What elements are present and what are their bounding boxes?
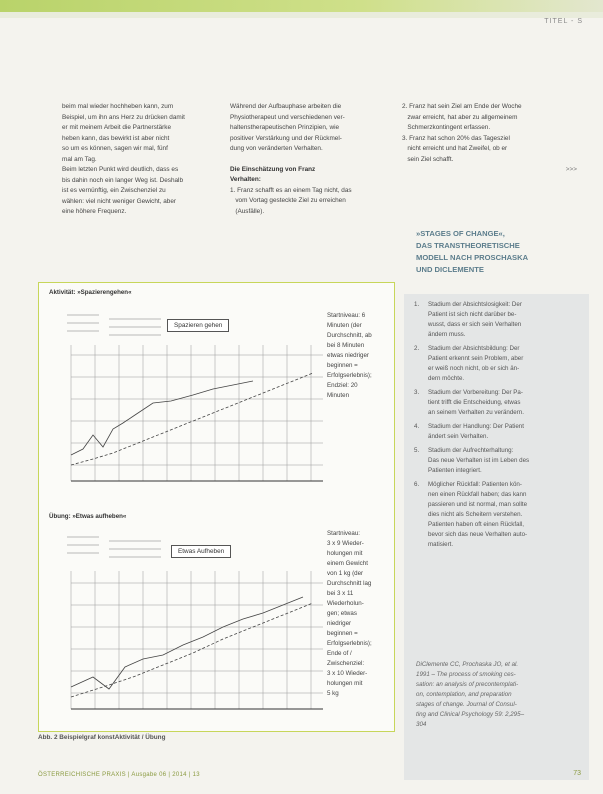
target-line: [71, 603, 313, 697]
text-column-1: [62, 102, 212, 218]
target-line: [71, 373, 313, 465]
text-line: (Ausfälle).: [230, 207, 265, 215]
text-line: wählen: viel nicht weniger Gewicht, aber: [62, 197, 177, 205]
top-color-bar: [0, 0, 603, 18]
running-head: TITEL - S: [544, 18, 583, 25]
stage-item: 6. Möglicher Rückfall: Patienten kön- nen einen Rückfall haben; das kann passieren und ist normal, man sollte dies nicht als Scheitern verstehen. Patienten haben oft einen Rückfall, bevor sich das neue Verhalten auto- matisiert.: [414, 481, 528, 548]
grid-lines: [71, 345, 323, 481]
grid-lines: [71, 571, 323, 709]
panel2-note: Startniveau: 3 x 9 Wieder- holungen mit einem Gewicht von 1 kg (der Durchschnitt lag bei 3 x 11 Wiederholun- gen; etwas niedriger beginnen = Erfolgserlebnis); Ende of / Zwischenziel: 3 x 10 Wieder- holungen mit 5 kg: [327, 530, 372, 697]
figure-box: [38, 282, 395, 732]
page-number: 73: [573, 770, 581, 777]
text-line: beim mal wieder hochheben kann, zum: [62, 103, 174, 110]
panel1-callout: Spazieren gehen: [167, 319, 229, 332]
continued-marker: >>>: [565, 166, 577, 173]
text-line: dung von veränderten Verhalten.: [230, 145, 323, 152]
section-subheading: Verhalten:: [230, 176, 261, 183]
figure-caption: Abb. 2 Beispielgraf konstAktivität / Übung: [38, 734, 166, 741]
text-line: positiver Verstärkung und der Rückmel-: [230, 134, 342, 142]
text-line: ist es vernünftig, ein Zwischenziel zu: [62, 187, 166, 194]
text-line: sein Ziel schafft.: [402, 155, 454, 163]
text-line: er mit meinem Arbeit die Partnerstärke: [62, 124, 172, 131]
text-line: Beispiel, um ihn ans Herz zu drücken damit: [62, 113, 185, 121]
panel2-title: Übung: »Etwas aufheben«: [49, 513, 127, 520]
section-heading: Die Einschätzung von Franz: [230, 165, 316, 173]
text-line: vom Vortag gesteckte Ziel zu erreichen: [230, 197, 346, 204]
panel2-callout: Etwas Aufheben: [171, 545, 231, 558]
progress-line: [71, 381, 253, 455]
text-line: mal am Tag.: [62, 155, 97, 163]
text-line: zwar erreicht, hat aber zu allgemeinem: [402, 113, 518, 121]
panel1-graph: [53, 305, 325, 487]
text-line: 2. Franz hat sein Ziel am Ende der Woche: [402, 103, 522, 110]
text-line: 1. Franz schafft es an einem Tag nicht, das: [230, 186, 352, 194]
stage-item: 2. Stadium der Absichtsbildung: Der Patient erkennt sein Problem, aber er weiß noch nicht, ob er sich än- dern möchte.: [414, 345, 524, 382]
text-line: eine höhere Frequenz.: [62, 208, 127, 215]
text-line: 3. Franz hat schon 20% das Tagesziel: [402, 134, 510, 142]
sidebar-title: »STAGES OF CHANGE«, DAS TRANSTHEORETISCHE MODELL NACH PROSCHASKA UND DICLEMENTE: [416, 229, 529, 274]
stage-item: 4. Stadium der Handlung: Der Patient ändert sein Verhalten.: [414, 423, 524, 440]
reference-citation: DiClemente CC, Prochaska JO, et al. 1991 – The process of smoking ces- sation: an analysis of precontemplati- on, contemplation, and preparation stages of change. Journal of Consul- ting and Clinical Psychology 59: 2,295– 304: [416, 661, 525, 728]
stage-item: 5. Stadium der Aufrechterhaltung: Das neue Verhalten ist im Leben des Patienten integriert.: [414, 447, 530, 474]
stage-item: 3. Stadium der Vorbereitung: Der Pa- tient trifft die Entscheidung, etwas an seinem Verhalten zu verändern.: [414, 389, 524, 416]
text-line: Während der Aufbauphase arbeiten die: [230, 103, 342, 110]
text-line: haltenstherapeutischen Prinzipien, wie: [230, 124, 340, 131]
text-line: Beim letzten Punkt wird deutlich, dass es: [62, 166, 179, 173]
text-line: bis dahin noch ein langer Weg ist. Deshalb: [62, 176, 184, 184]
stages-list: [414, 300, 584, 554]
text-line: Schmerzkontingent erfassen.: [402, 124, 491, 131]
panel1-note: Startniveau: 6 Minuten (der Durchschnitt, ab bei 8 Minuten etwas niedriger beginnen = Erfolgserlebnis); Endziel: 20 Minuten: [327, 312, 372, 399]
page-footer: ÖSTERREICHISCHE PRAXIS | Ausgabe 06 | 2014 | 13: [38, 772, 200, 778]
text-line: Physiotherapeut und verschiedenen ver-: [230, 113, 345, 121]
text-column-3: [402, 102, 577, 176]
text-column-2: [230, 102, 385, 217]
stage-item: 1. Stadium der Absichtslosigkeit: Der Patient ist sich nicht darüber be- wusst, dass er sich sein Verhalten ändern muss.: [414, 301, 522, 338]
text-line: nicht erreicht und hat Zweifel, ob er: [402, 145, 508, 152]
progress-line: [71, 597, 303, 689]
panel1-title: Aktivität: »Spazierengehen«: [49, 289, 132, 296]
text-line: heben kann, das bewirkt ist aber nicht: [62, 134, 170, 142]
text-line: so um es können, sagen wir mal, fünf: [62, 145, 168, 152]
